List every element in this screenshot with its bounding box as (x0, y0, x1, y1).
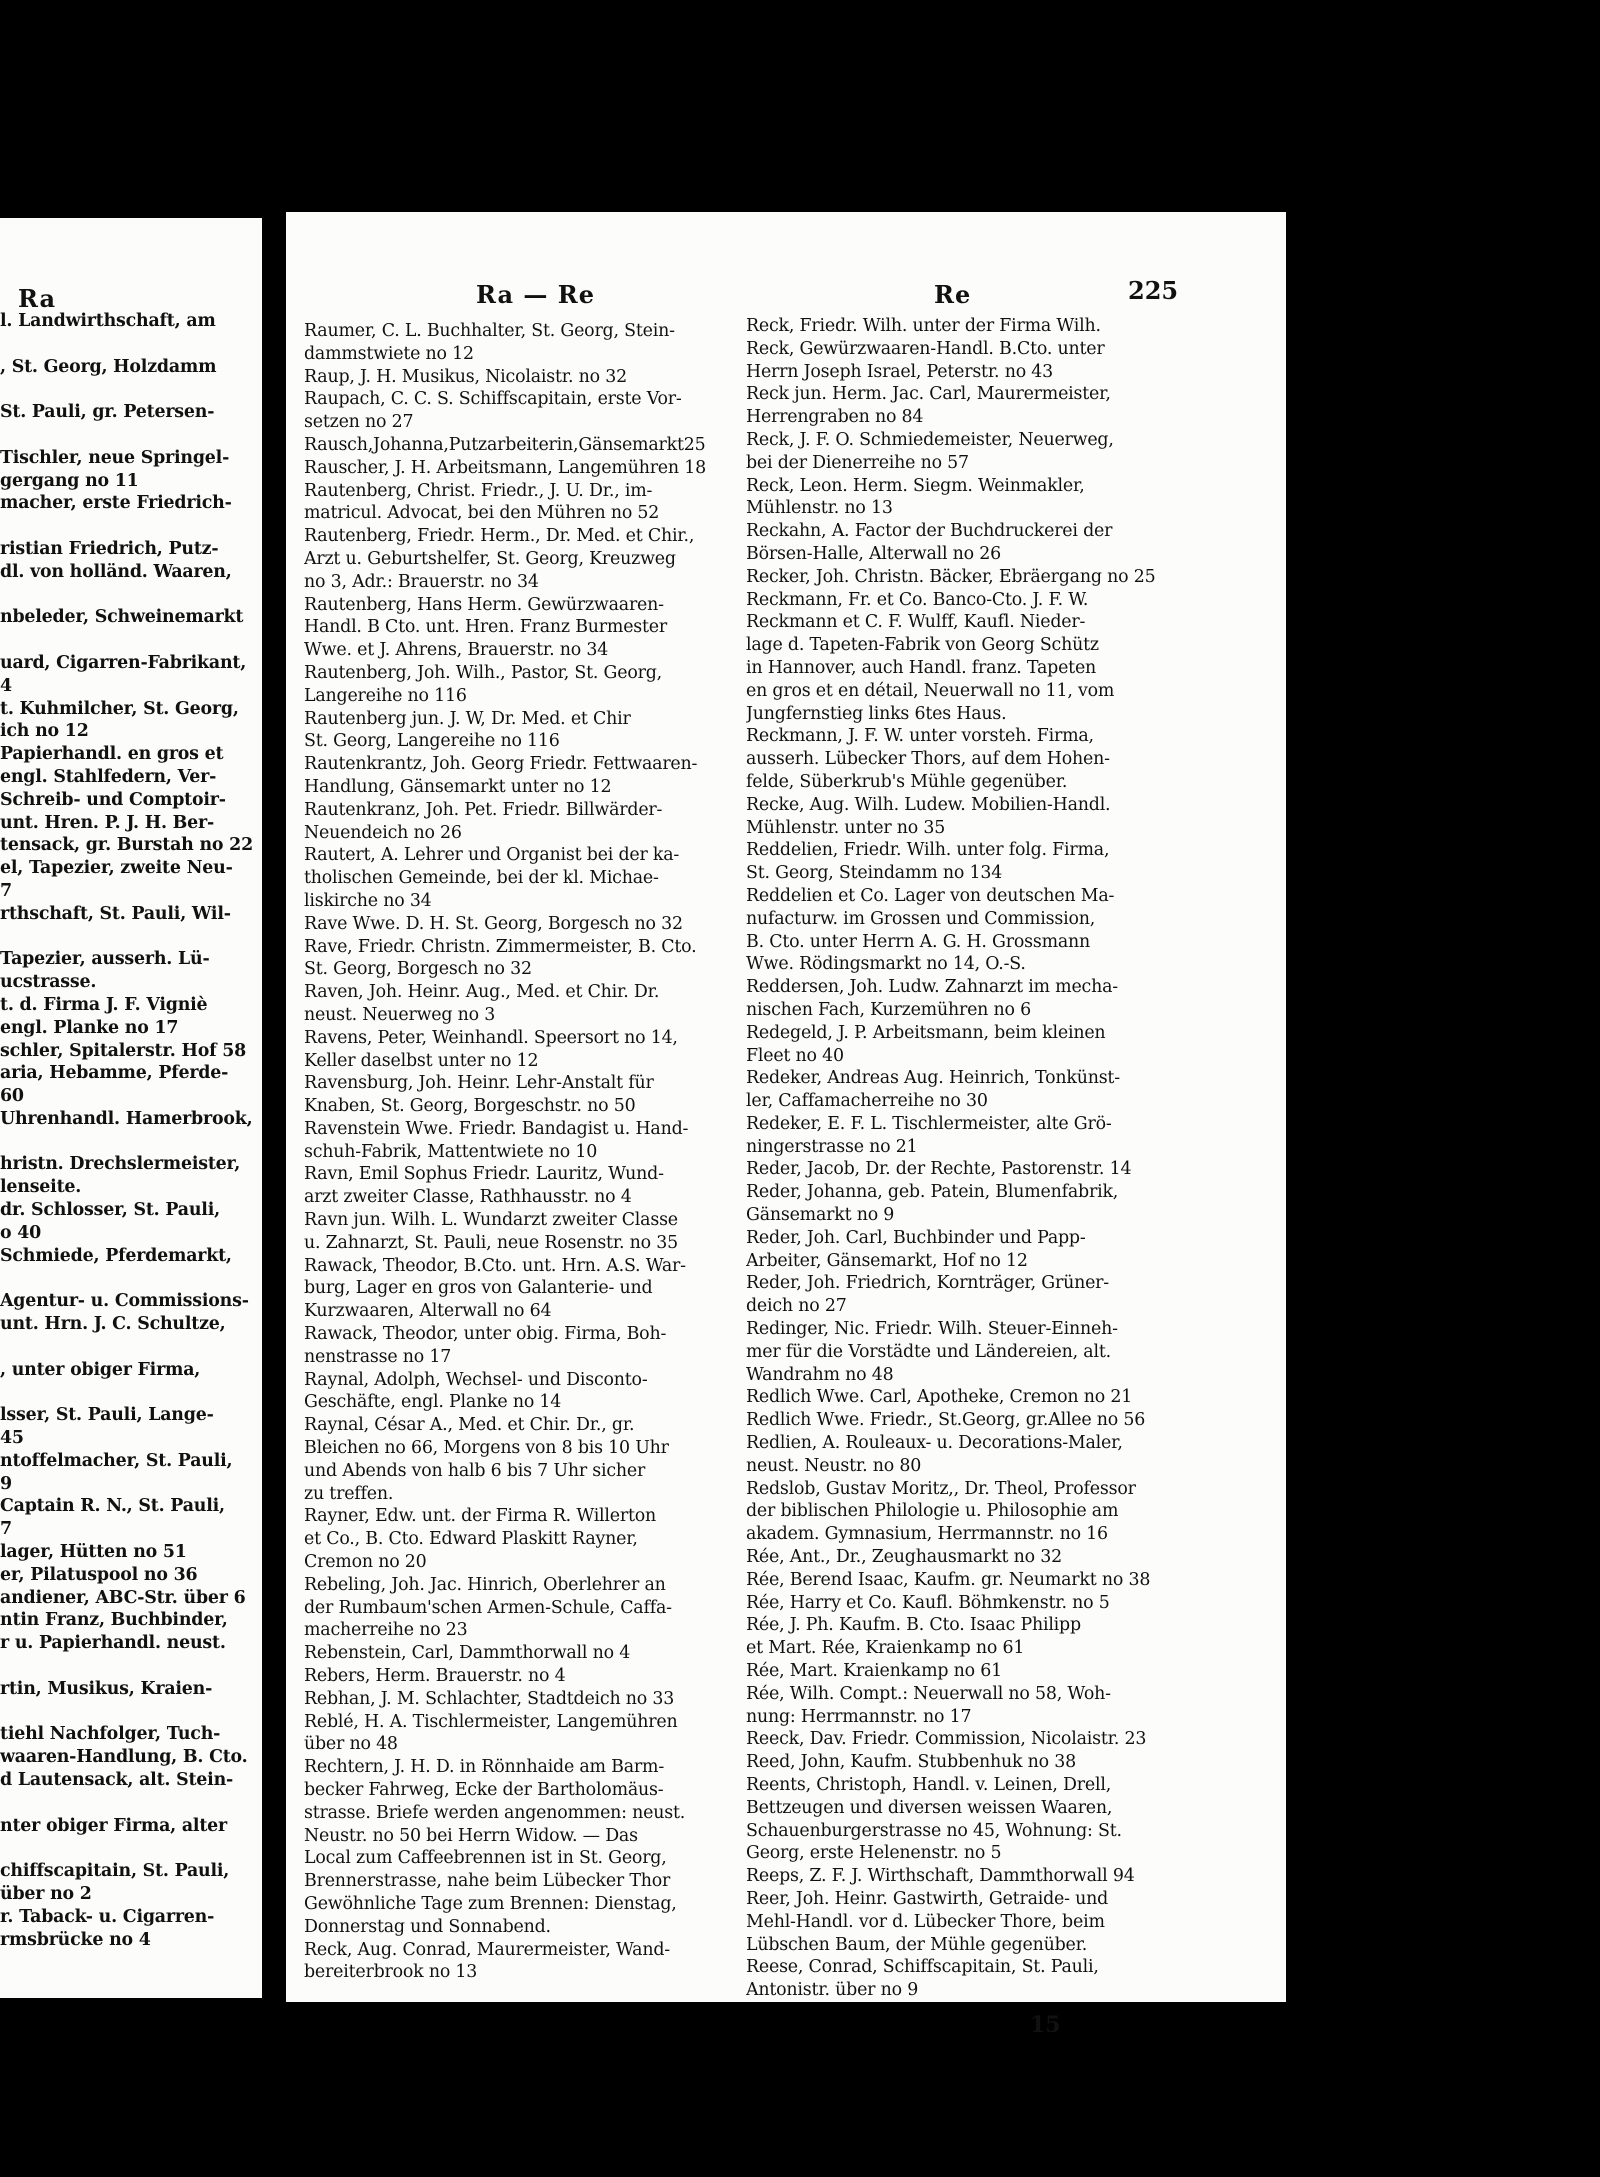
directory-entry-line: Uhrenhandl. Hamerbrook, (0, 1108, 253, 1129)
directory-entry-line: Rée, Ant., Dr., Zeughausmarkt no 32 (746, 1547, 1062, 1568)
directory-entry-line: Reck, J. F. O. Schmiedemeister, Neuerweg, (746, 429, 1114, 450)
directory-entry-line (0, 515, 262, 538)
directory-entry-line: deich no 27 (746, 1296, 847, 1317)
directory-entry-line: Captain R. N., St. Pauli, (0, 1496, 225, 1517)
left-page-column (0, 310, 262, 1951)
directory-entry-line: Wandrahm no 48 (746, 1364, 894, 1385)
directory-entry-line: Tischler, neue Springel- (0, 447, 230, 468)
directory-entry-line: nenstrasse no 17 (304, 1346, 452, 1367)
directory-entry-line: Brennerstrasse, nahe beim Lübecker Thor (304, 1871, 671, 1892)
directory-entry-line: ich no 12 (0, 721, 89, 742)
directory-entry-line: Redeker, Andreas Aug. Heinrich, Tonkünst- (746, 1068, 1120, 1089)
directory-entry-line: Langereihe no 116 (304, 685, 467, 706)
directory-entry-line: Rayner, Edw. unt. der Firma R. Willerton (304, 1506, 657, 1527)
directory-entry-line: Rebenstein, Carl, Dammthorwall no 4 (304, 1643, 631, 1664)
directory-entry-line: Raup, J. H. Musikus, Nicolaistr. no 32 (304, 366, 627, 387)
directory-entry-line: engl. Stahlfedern, Ver- (0, 766, 217, 787)
directory-entry-line: Reddelien, Friedr. Wilh. unter folg. Firma, (746, 840, 1110, 861)
directory-entry-line: Rechtern, J. H. D. in Rönnhaide am Barm- (304, 1757, 665, 1778)
directory-entry-line: Rebhan, J. M. Schlachter, Stadtdeich no 33 (304, 1688, 675, 1709)
directory-entry-line: Raynal, Adolph, Wechsel- und Disconto- (304, 1369, 648, 1390)
directory-entry-line: Jungfernstieg links 6tes Haus. (746, 703, 1007, 724)
directory-entry-line: Ravn jun. Wilh. L. Wundarzt zweiter Classe (304, 1210, 678, 1231)
directory-entry-line: unt. Hren. P. J. H. Ber- (0, 812, 215, 833)
directory-entry-line: Redegeld, J. P. Arbeitsmann, beim kleinen (746, 1022, 1106, 1043)
directory-entry-line: hristn. Drechslermeister, (0, 1154, 241, 1175)
directory-entry-line (0, 1792, 262, 1815)
directory-entry-line: Raven, Joh. Heinr. Aug., Med. et Chir. Dr. (304, 982, 660, 1003)
directory-entry-line (0, 424, 262, 447)
directory-entry-line: Reents, Christoph, Handl. v. Leinen, Drell, (746, 1775, 1112, 1795)
directory-entry-line: St. Georg, Langereihe no 116 (304, 731, 560, 752)
directory-entry-line: Mehl-Handl. vor d. Lübecker Thore, beim (746, 1911, 1105, 1932)
directory-entry-line: Papierhandl. en gros et (0, 744, 224, 765)
directory-entry-line: Reddersen, Joh. Ludw. Zahnarzt im mecha- (746, 977, 1118, 998)
directory-entry-line: neust. Neuerweg no 3 (304, 1004, 496, 1025)
directory-entry-line: l. Landwirthschaft, am (0, 311, 216, 331)
directory-entry-line: Mühlenstr. unter no 35 (746, 817, 946, 838)
directory-entry-line: Rautert, A. Lehrer und Organist bei der ka- (304, 845, 680, 866)
directory-entry-line: liskirche no 34 (304, 890, 432, 911)
directory-entry-line: Antonistr. über no 9 (746, 1980, 919, 2001)
directory-entry-line: tiehl Nachfolger, Tuch- (0, 1724, 221, 1745)
directory-entry-line: Neustr. no 50 bei Herrn Widow. — Das (304, 1825, 638, 1846)
directory-entry-line: t. d. Firma J. F. Vigniè (0, 994, 208, 1015)
directory-entry-line: 60 (0, 1086, 24, 1107)
directory-entry-line: burg, Lager en gros von Galanterie- und (304, 1278, 653, 1299)
directory-entry-line: 45 (0, 1428, 24, 1449)
directory-entry-line: Rée, Harry et Co. Kaufl. Böhmkenstr. no 5 (746, 1592, 1110, 1613)
directory-entry-line: 7 (0, 880, 12, 901)
directory-entry-line: Reeps, Z. F. J. Wirthschaft, Dammthorwall 94 (746, 1866, 1135, 1887)
directory-entry-line: Herrengraben no 84 (746, 407, 924, 428)
directory-entry-line: Reblé, H. A. Tischlermeister, Langemühren (304, 1711, 678, 1732)
directory-entry-line: schuh-Fabrik, Mattentwiete no 10 (304, 1141, 598, 1162)
directory-entry-line: Rautenberg, Christ. Friedr., J. U. Dr., im- (304, 480, 653, 501)
directory-entry-line: Raynal, César A., Med. et Chir. Dr., gr. (304, 1415, 635, 1436)
directory-entry-line: nbeleder, Schweinemarkt (0, 607, 244, 628)
directory-entry-line: Bettzeugen und diversen weissen Waaren, (746, 1797, 1113, 1818)
directory-entry-line: mer für die Vorstädte und Ländereien, alt. (746, 1341, 1111, 1362)
directory-entry-line: St. Pauli, gr. Petersen- (0, 402, 215, 423)
directory-entry-line: ler, Caffamacherreihe no 30 (746, 1091, 988, 1112)
directory-entry-line: St. Georg, Steindamm no 134 (746, 863, 1003, 884)
directory-entry-line: Keller daselbst unter no 12 (304, 1050, 539, 1071)
directory-entry-line: rthschaft, St. Pauli, Wil- (0, 903, 231, 924)
directory-entry-line: St. Georg, Borgesch no 32 (304, 959, 532, 980)
directory-entry-line: Georg, erste Helenenstr. no 5 (746, 1843, 1002, 1864)
directory-entry-line: Reck jun. Herm. Jac. Carl, Maurermeister, (746, 384, 1111, 405)
directory-entry-line: matricul. Advocat, bei den Mühren no 52 (304, 503, 660, 524)
directory-entry-line: Gewöhnliche Tage zum Brennen: Dienstag, (304, 1893, 677, 1914)
directory-entry-line: Rebers, Herm. Brauerstr. no 4 (304, 1666, 566, 1687)
directory-entry-line: akadem. Gymnasium, Herrmannstr. no 16 (746, 1524, 1108, 1545)
directory-entry-line: Rave, Friedr. Christn. Zimmermeister, B. Cto. (304, 936, 697, 957)
directory-entry-line (0, 1336, 262, 1359)
directory-entry-line: felde, Süberkrub's Mühle gegenüber. (746, 771, 1068, 792)
directory-entry-line: Reder, Joh. Carl, Buchbinder und Papp- (746, 1227, 1086, 1248)
directory-entry-line: Reder, Johanna, geb. Patein, Blumenfabrik, (746, 1182, 1119, 1203)
directory-entry-line: dl. von holländ. Waaren, (0, 561, 232, 582)
directory-column-left (304, 320, 739, 1984)
directory-entry-line: Reeck, Dav. Friedr. Commission, Nicolaistr. 23 (746, 1729, 1147, 1750)
directory-entry-line: Ravensburg, Joh. Heinr. Lehr-Anstalt für (304, 1073, 654, 1094)
directory-entry-line: ntoffelmacher, St. Pauli, (0, 1450, 233, 1471)
directory-entry-line (0, 584, 262, 607)
directory-entry-line: Geschäfte, engl. Planke no 14 (304, 1392, 562, 1413)
directory-entry-line: Börsen-Halle, Alterwall no 26 (746, 543, 1002, 564)
directory-entry-line: Redlich Wwe. Friedr., St.Georg, gr.Allee no 56 (746, 1410, 1146, 1431)
directory-entry-line: Rée, Berend Isaac, Kaufm. gr. Neumarkt no 38 (746, 1569, 1151, 1590)
directory-entry-line: Reer, Joh. Heinr. Gastwirth, Getraide- und (746, 1888, 1109, 1909)
directory-entry-line: Rautenkrantz, Joh. Georg Friedr. Fettwaaren- (304, 754, 698, 775)
directory-entry-line: Reese, Conrad, Schiffscapitain, St. Pauli, (746, 1957, 1099, 1978)
directory-entry-line: er, Pilatuspool no 36 (0, 1564, 198, 1585)
directory-entry-line: B. Cto. unter Herrn A. G. H. Grossmann (746, 931, 1091, 952)
directory-entry-line: Rée, J. Ph. Kaufm. B. Cto. Isaac Philipp (746, 1615, 1081, 1636)
directory-entry-line: Rautenberg, Friedr. Herm., Dr. Med. et Chir., (304, 526, 695, 547)
directory-entry-line: 9 (0, 1473, 12, 1494)
directory-entry-line: Reck, Leon. Herm. Siegm. Weinmakler, (746, 475, 1085, 496)
directory-entry-line: über no 48 (304, 1734, 398, 1755)
directory-entry-line: ristian Friedrich, Putz- (0, 538, 219, 559)
directory-entry-line: Reder, Jacob, Dr. der Rechte, Pastorenstr. 14 (746, 1159, 1132, 1180)
signature-mark: 15 (1030, 2012, 1061, 2038)
directory-entry-line: Reck, Friedr. Wilh. unter der Firma Wilh. (746, 316, 1101, 336)
directory-entry-line: dr. Schlosser, St. Pauli, (0, 1200, 220, 1221)
directory-entry-line: t. Kuhmilcher, St. Georg, (0, 698, 239, 719)
directory-entry-line (0, 1267, 262, 1290)
directory-entry-line: Kurzwaaren, Alterwall no 64 (304, 1301, 552, 1322)
directory-entry-line: bei der Dienerreihe no 57 (746, 452, 969, 473)
directory-entry-line: Wwe. Rödingsmarkt no 14, O.-S. (746, 954, 1026, 975)
directory-entry-line: andiener, ABC-Str. über 6 (0, 1587, 246, 1608)
directory-entry-line: Donnerstag und Sonnabend. (304, 1916, 551, 1937)
directory-entry-line: Rautenberg, Hans Herm. Gewürzwaaren- (304, 594, 664, 615)
directory-entry-line: 7 (0, 1519, 12, 1540)
directory-entry-line: Ravn, Emil Sophus Friedr. Lauritz, Wund- (304, 1164, 664, 1185)
directory-entry-line: Rebeling, Joh. Jac. Hinrich, Oberlehrer an (304, 1574, 666, 1595)
directory-entry-line: et Co., B. Cto. Edward Plaskitt Rayner, (304, 1529, 638, 1550)
directory-entry-line: aria, Hebamme, Pferde- (0, 1063, 229, 1084)
directory-entry-line: Tapezier, ausserh. Lü- (0, 949, 210, 970)
directory-entry-line: Rausch,Johanna,Putzarbeiterin,Gänsemarkt25 (304, 434, 706, 455)
directory-entry-line: r u. Papierhandl. neust. (0, 1633, 226, 1654)
directory-entry-line: Ravenstein Wwe. Friedr. Bandagist u. Hand- (304, 1118, 689, 1139)
directory-entry-line (0, 1701, 262, 1724)
directory-entry-line (0, 1131, 262, 1154)
directory-entry-line: Lübschen Baum, der Mühle gegenüber. (746, 1934, 1088, 1955)
directory-entry-line: gergang no 11 (0, 470, 139, 491)
directory-entry-line: macherreihe no 23 (304, 1620, 468, 1641)
directory-entry-line: nischen Fach, Kurzemühren no 6 (746, 999, 1031, 1020)
directory-entry-line: rmsbrücke no 4 (0, 1929, 151, 1950)
directory-entry-line: Rawack, Theodor, B.Cto. unt. Hrn. A.S. War- (304, 1255, 686, 1276)
directory-entry-line: Bleichen no 66, Morgens von 8 bis 10 Uhr (304, 1438, 669, 1459)
directory-entry-line: Recke, Aug. Wilh. Ludew. Mobilien-Handl. (746, 794, 1111, 815)
directory-entry-line: über no 2 (0, 1883, 92, 1904)
directory-entry-line: Reck, Gewürzwaaren-Handl. B.Cto. unter (746, 338, 1105, 359)
directory-entry-line: rtin, Musikus, Kraien- (0, 1678, 213, 1699)
directory-entry-line: Rée, Wilh. Compt.: Neuerwall no 58, Woh- (746, 1683, 1111, 1704)
directory-entry-line: Agentur- u. Commissions- (0, 1291, 249, 1312)
directory-entry-line: arzt zweiter Classe, Rathhausstr. no 4 (304, 1187, 632, 1208)
directory-entry-line: macher, erste Friedrich- (0, 493, 232, 514)
directory-entry-line: lager, Hütten no 51 (0, 1542, 187, 1563)
directory-entry-line: Reder, Joh. Friedrich, Kornträger, Grüner- (746, 1273, 1109, 1294)
directory-entry-line: Redeker, E. F. L. Tischlermeister, alte Grö- (746, 1113, 1112, 1134)
directory-entry-line (0, 629, 262, 652)
directory-entry-line: Wwe. et J. Ahrens, Brauerstr. no 34 (304, 640, 609, 661)
directory-entry-line: Rautenberg jun. J. W, Dr. Med. et Chir (304, 708, 631, 729)
directory-entry-line: Handl. B Cto. unt. Hren. Franz Burmester (304, 617, 668, 638)
directory-entry-line: Reckmann et C. F. Wulff, Kaufl. Nieder- (746, 612, 1086, 633)
directory-entry-line: Ravens, Peter, Weinhandl. Speersort no 14, (304, 1027, 678, 1048)
directory-entry-line: und Abends von halb 6 bis 7 Uhr sicher (304, 1460, 646, 1481)
directory-entry-line: Neuendeich no 26 (304, 822, 462, 843)
directory-entry-line: Rautenkranz, Joh. Pet. Friedr. Billwärder- (304, 799, 663, 820)
directory-entry-line: Redlien, A. Rouleaux- u. Decorations-Maler, (746, 1433, 1123, 1454)
left-page (0, 218, 262, 1998)
directory-entry-line: u. Zahnarzt, St. Pauli, neue Rosenstr. no 35 (304, 1232, 679, 1253)
directory-entry-line (0, 926, 262, 949)
directory-entry-line (0, 1381, 262, 1404)
directory-entry-line (0, 378, 262, 401)
directory-entry-line: o 40 (0, 1222, 42, 1243)
page-number: 225 (1128, 276, 1179, 305)
directory-entry-line: Redinger, Nic. Friedr. Wilh. Steuer-Einneh- (746, 1319, 1118, 1340)
directory-entry-line (0, 333, 262, 356)
directory-entry-line: strasse. Briefe werden angenommen: neust. (304, 1802, 686, 1823)
right-page (286, 212, 1286, 2038)
directory-entry-line: Fleet no 40 (746, 1045, 844, 1066)
directory-entry-line: Reckmann, Fr. et Co. Banco-Cto. J. F. W. (746, 589, 1089, 610)
directory-entry-line: Rauscher, J. H. Arbeitsmann, Langemühren 18 (304, 457, 706, 478)
directory-entry-line: Arbeiter, Gänsemarkt, Hof no 12 (746, 1250, 1028, 1271)
directory-entry-line: Gänsemarkt no 9 (746, 1205, 895, 1226)
directory-entry-line: Arzt u. Geburtshelfer, St. Georg, Kreuzweg (304, 548, 676, 569)
directory-entry-line: Rautenberg, Joh. Wilh., Pastor, St. Georg, (304, 662, 662, 683)
directory-entry-line: et Mart. Rée, Kraienkamp no 61 (746, 1638, 1025, 1659)
directory-entry-line (0, 1837, 262, 1860)
directory-entry-line: Redlich Wwe. Carl, Apotheke, Cremon no 21 (746, 1387, 1133, 1408)
directory-entry-line: Rée, Mart. Kraienkamp no 61 (746, 1661, 1002, 1682)
directory-entry-line: bereiterbrook no 13 (304, 1962, 478, 1983)
directory-entry-line (0, 1655, 262, 1678)
directory-entry-line: dammstwiete no 12 (304, 343, 474, 364)
directory-entry-line: ucstrasse. (0, 972, 97, 993)
directory-entry-line: zu treffen. (304, 1483, 394, 1504)
running-head-right: Re (934, 280, 972, 309)
directory-entry-line: el, Tapezier, zweite Neu- (0, 858, 233, 879)
directory-entry-line: Handlung, Gänsemarkt unter no 12 (304, 776, 612, 797)
directory-entry-line: nung: Herrmannstr. no 17 (746, 1706, 972, 1727)
directory-entry-line: ausserh. Lübecker Thors, auf dem Hohen- (746, 749, 1110, 770)
directory-entry-line: Reckmann, J. F. W. unter vorsteh. Firma, (746, 726, 1094, 747)
directory-entry-line: Reddelien et Co. Lager von deutschen Ma- (746, 885, 1115, 906)
directory-entry-line: Knaben, St. Georg, Borgeschstr. no 50 (304, 1096, 636, 1117)
directory-entry-line: setzen no 27 (304, 412, 414, 433)
directory-entry-line: lsser, St. Pauli, Lange- (0, 1405, 214, 1426)
directory-entry-line: Schauenburgerstrasse no 45, Wohnung: St. (746, 1820, 1122, 1841)
directory-entry-line: tensack, gr. Burstah no 22 (0, 835, 253, 856)
directory-entry-line: d Lautensack, alt. Stein- (0, 1770, 234, 1790)
directory-entry-line: der Rumbaum'schen Armen-Schule, Caffa- (304, 1597, 672, 1618)
directory-entry-line: , unter obiger Firma, (0, 1359, 201, 1380)
running-head-left: Ra — Re (476, 280, 595, 309)
directory-entry-line: neust. Neustr. no 80 (746, 1455, 922, 1476)
directory-entry-line: unt. Hrn. J. C. Schultze, (0, 1314, 226, 1335)
directory-entry-line: nufacturw. im Grossen und Commission, (746, 908, 1096, 929)
directory-entry-line: en gros et en détail, Neuerwall no 11, vom (746, 680, 1115, 701)
directory-entry-line: chiffscapitain, St. Pauli, (0, 1861, 230, 1882)
directory-entry-line: lage d. Tapeten-Fabrik von Georg Schütz (746, 635, 1099, 656)
directory-entry-line: waaren-Handlung, B. Cto. (0, 1747, 248, 1768)
directory-column-right (746, 315, 1186, 2002)
directory-entry-line: in Hannover, auch Handl. franz. Tapeten (746, 657, 1097, 678)
directory-entry-line: schler, Spitalerstr. Hof 58 (0, 1040, 247, 1061)
directory-entry-line: Reck, Aug. Conrad, Maurermeister, Wand- (304, 1939, 670, 1960)
directory-entry-line: Schmiede, Pferdemarkt, (0, 1245, 232, 1266)
directory-entry-line: Raupach, C. C. S. Schiffscapitain, erste Vor- (304, 389, 682, 410)
directory-entry-line: no 3, Adr.: Brauerstr. no 34 (304, 571, 539, 592)
directory-entry-line: , St. Georg, Holzdamm (0, 356, 217, 377)
directory-entry-line: 4 (0, 675, 12, 696)
directory-entry-line: Rawack, Theodor, unter obig. Firma, Boh- (304, 1324, 667, 1345)
directory-entry-line: ningerstrasse no 21 (746, 1136, 918, 1157)
directory-entry-line: Local zum Caffeebrennen ist in St. Georg, (304, 1848, 667, 1869)
directory-entry-line: lenseite. (0, 1177, 82, 1198)
directory-entry-line: engl. Planke no 17 (0, 1017, 179, 1038)
directory-entry-line: Rave Wwe. D. H. St. Georg, Borgesch no 32 (304, 913, 683, 934)
left-page-header: Ra (18, 284, 57, 313)
directory-entry-line: der biblischen Philologie u. Philosophie am (746, 1501, 1119, 1522)
directory-entry-line: Reed, John, Kaufm. Stubbenhuk no 38 (746, 1752, 1076, 1773)
directory-entry-line: becker Fahrweg, Ecke der Bartholomäus- (304, 1780, 664, 1800)
directory-entry-line: Recker, Joh. Christn. Bäcker, Ebräergang no 25 (746, 566, 1156, 587)
directory-entry-line: Reckahn, A. Factor der Buchdruckerei der (746, 521, 1113, 542)
directory-entry-line: Cremon no 20 (304, 1552, 427, 1573)
directory-entry-line: Raumer, C. L. Buchhalter, St. Georg, Stein- (304, 321, 675, 341)
directory-entry-line: Herrn Joseph Israel, Peterstr. no 43 (746, 361, 1054, 382)
directory-entry-line: uard, Cigarren-Fabrikant, (0, 652, 247, 673)
directory-entry-line: r. Taback- u. Cigarren- (0, 1906, 215, 1927)
directory-entry-line: tholischen Gemeinde, bei der kl. Michae- (304, 868, 659, 889)
directory-entry-line: Schreib- und Comptoir- (0, 789, 226, 810)
directory-entry-line: Mühlenstr. no 13 (746, 498, 893, 519)
directory-entry-line: ntin Franz, Buchbinder, (0, 1610, 228, 1631)
directory-entry-line: nter obiger Firma, alter (0, 1815, 227, 1836)
directory-entry-line: Redslob, Gustav Moritz,, Dr. Theol, Professor (746, 1478, 1136, 1499)
